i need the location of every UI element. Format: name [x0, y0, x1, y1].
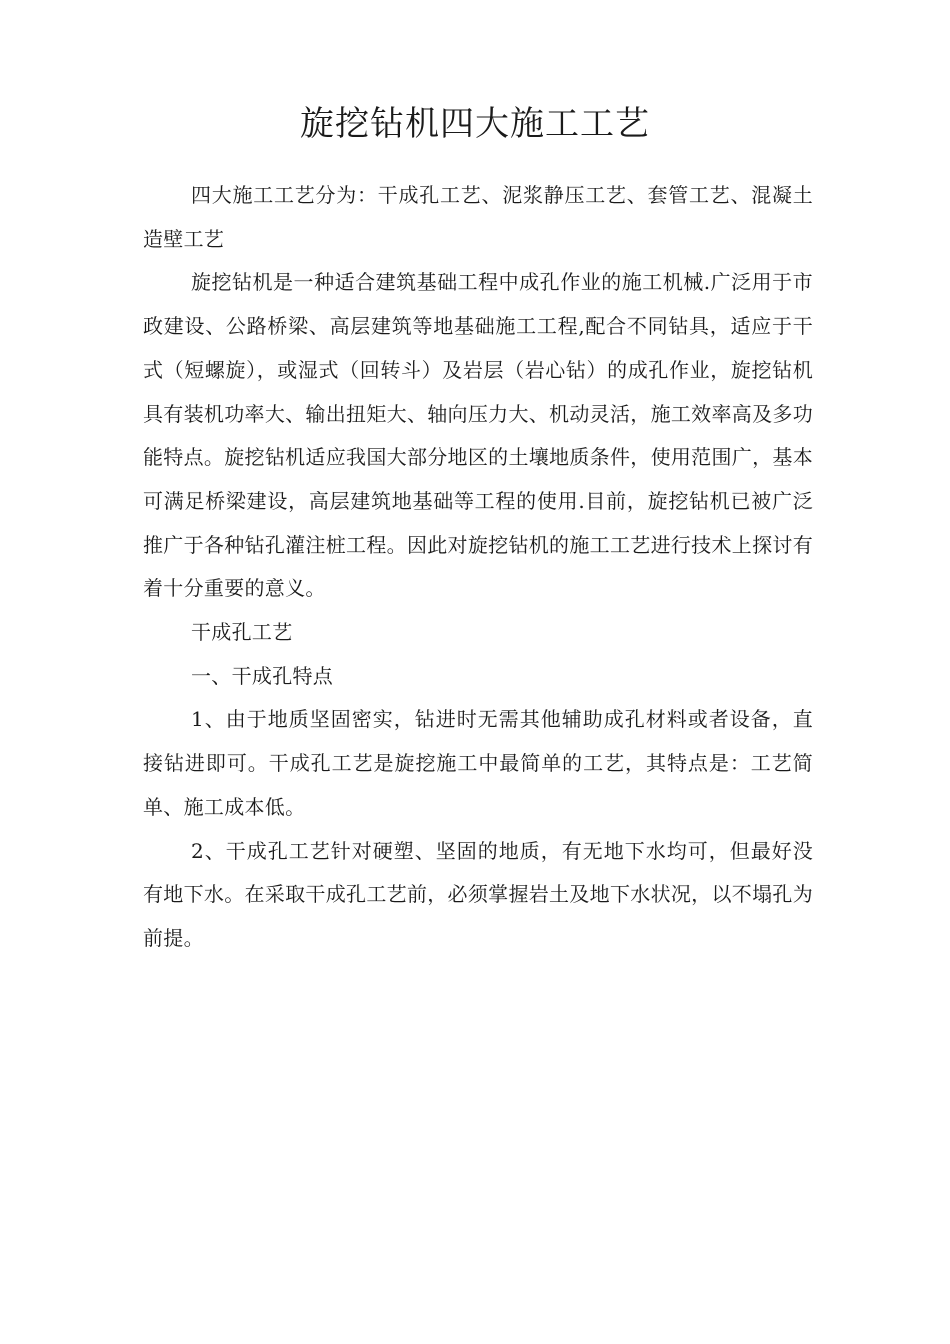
document-body: [143, 174, 813, 961]
subsection-heading: 一、干成孔特点: [191, 663, 334, 688]
paragraph-point-2: 2、干成孔工艺针对硬塑、坚固的地质，有无地下水均可，但最好没有地下水。在采取干成孔工艺前，必须掌握岩土及地下水状况，以不塌孔为前提。: [143, 838, 813, 950]
paragraph-point-1: 1、由于地质坚固密实，钻进时无需其他辅助成孔材料或者设备，直接钻进即可。干成孔工艺是旋挖施工中最简单的工艺，其特点是：工艺简单、施工成本低。: [143, 707, 813, 819]
section-heading: 干成孔工艺: [191, 620, 293, 645]
document-title: 旋挖钻机四大施工工艺: [300, 104, 650, 144]
paragraph-introduction: 旋挖钻机是一种适合建筑基础工程中成孔作业的施工机械.广泛用于市政建设、公路桥梁、高层建筑等地基础施工工程,配合不同钻具，适应于干式（短螺旋），或湿式（回转斗）及岩层（岩心钻）的成孔作业，旋挖钻机具有装机功率大、输出扭矩大、轴向压力大、机动灵活，施工效率高及多功能特点。旋挖钻机适应我国大部分地区的土壤地质条件，使用范围广，基本可满足桥梁建设，高层建筑地基础等工程的使用.目前，旋挖钻机已被广泛推广于各种钻孔灌注桩工程。因此对旋挖钻机的施工工艺进行技术上探讨有着十分重要的意义。: [143, 270, 813, 601]
paragraph-overview: 四大施工工艺分为：干成孔工艺、泥浆静压工艺、套管工艺、混凝土造壁工艺: [143, 183, 813, 251]
